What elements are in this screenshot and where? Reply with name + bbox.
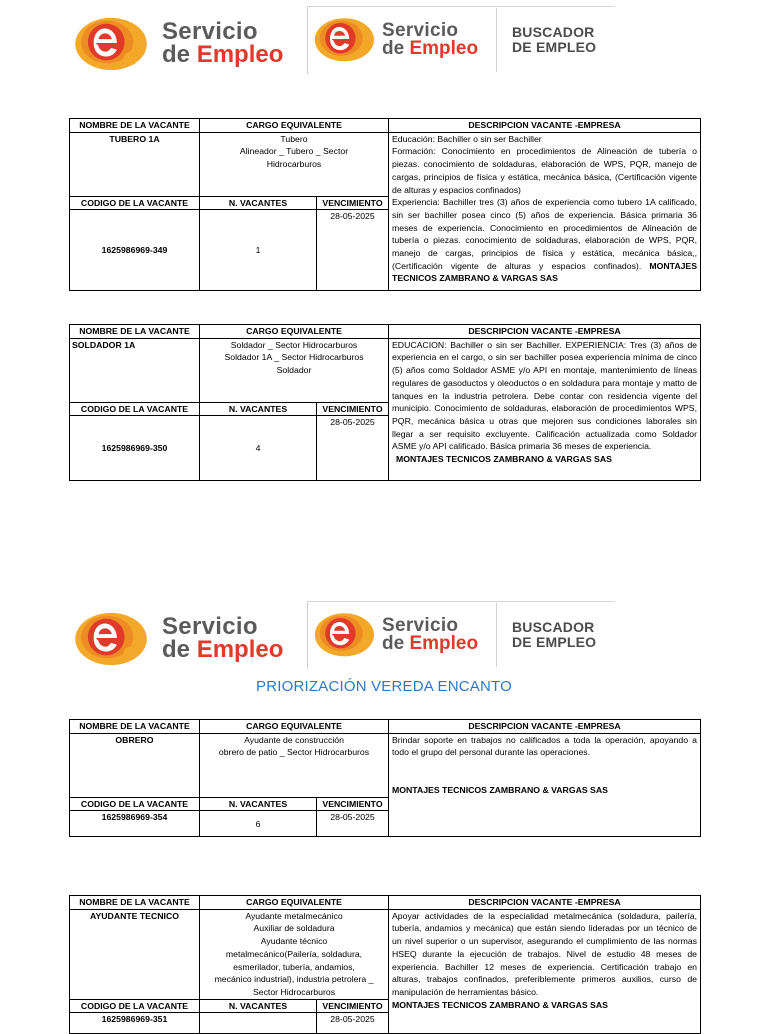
- vacancy-due: 28-05-2025: [317, 811, 389, 837]
- vacancy-code: 1625986969-350: [70, 416, 200, 481]
- header-desc: DESCRIPCION VACANTE -EMPRESA: [389, 325, 701, 339]
- vacancy-count: 4: [200, 416, 317, 481]
- header-divider: [307, 601, 308, 669]
- header-due: VENCIMIENTO: [317, 999, 389, 1013]
- header-rule: [307, 6, 615, 7]
- buscador-line2: DE EMPLEO: [512, 633, 597, 650]
- brand-de: de: [382, 37, 405, 59]
- vacancy-count: [200, 1013, 317, 1034]
- header-desc: DESCRIPCION VACANTE -EMPRESA: [389, 896, 701, 910]
- cargo-line: Hidrocarburos: [266, 159, 322, 170]
- header-desc: DESCRIPCION VACANTE -EMPRESA: [389, 119, 701, 133]
- brand-de: de: [382, 632, 405, 654]
- brand-empleo: Empleo: [409, 37, 479, 59]
- brand-empleo: Empleo: [196, 40, 284, 68]
- cargo-line: metalmecánico(Pailería, soldadura,: [225, 948, 363, 959]
- brand-empleo: Empleo: [409, 632, 479, 654]
- servicio-empleo-logo-small: [314, 12, 478, 66]
- vacancy-description: [389, 909, 701, 1034]
- buscador-line2: DE EMPLEO: [512, 38, 597, 55]
- header-divider: [307, 6, 308, 74]
- page-header: [70, 601, 615, 669]
- servicio-empleo-emblem-icon: [314, 607, 378, 661]
- vacancy-cargo: [200, 132, 389, 196]
- page-header: [70, 6, 615, 74]
- servicio-empleo-logo: [74, 14, 283, 72]
- header-rule: [307, 601, 615, 602]
- vacancy-name: TUBERO 1A: [70, 132, 200, 196]
- cargo-line: Tubero: [280, 133, 308, 144]
- vacancy-table-obrero: [69, 719, 701, 837]
- header-count: N. VACANTES: [200, 797, 317, 811]
- header-cargo: CARGO EQUIVALENTE: [200, 325, 389, 339]
- brand-servicio: Servicio: [162, 612, 258, 640]
- logo-divider: [496, 8, 497, 72]
- header-count: N. VACANTES: [200, 196, 317, 210]
- vacancy-code: 1625986969-354: [70, 811, 200, 837]
- header-due: VENCIMIENTO: [317, 196, 389, 210]
- header-code: CODIGO DE LA VACANTE: [70, 402, 200, 416]
- vacancy-name: OBRERO: [70, 733, 200, 797]
- brand-de-empleo: [162, 635, 284, 663]
- brand-servicio: Servicio: [382, 614, 459, 636]
- header-cargo: CARGO EQUIVALENTE: [200, 720, 389, 734]
- header-due: VENCIMIENTO: [317, 402, 389, 416]
- vacancy-description: [389, 733, 701, 837]
- servicio-empleo-emblem-icon: [314, 12, 378, 66]
- header-count: N. VACANTES: [200, 402, 317, 416]
- vacancy-table-ayudante: [69, 895, 701, 1034]
- vacancy-table-tubero: [69, 118, 701, 291]
- brand-de: de: [162, 40, 191, 68]
- cargo-line: Ayudante metalmecánico: [245, 910, 343, 921]
- company-name: MONTAJES TECNICOS ZAMBRANO & VARGAS SAS: [392, 260, 698, 284]
- vacancy-name: AYUDANTE TECNICO: [70, 909, 200, 999]
- servicio-empleo-emblem-icon: [74, 14, 152, 72]
- company-name: MONTAJES TECNICOS ZAMBRANO & VARGAS SAS: [396, 454, 612, 465]
- header-code: CODIGO DE LA VACANTE: [70, 999, 200, 1013]
- servicio-empleo-emblem-icon: [74, 609, 152, 667]
- description-text: Brindar soporte en trabajos no calificados a toda la operación, apoyando a todo el grupo del personal durante las operaciones.: [392, 734, 698, 758]
- header-code: CODIGO DE LA VACANTE: [70, 797, 200, 811]
- header-due: VENCIMIENTO: [317, 797, 389, 811]
- vacancy-cargo: [200, 733, 389, 797]
- servicio-empleo-logo: [74, 609, 283, 667]
- brand-empleo: Empleo: [196, 635, 284, 663]
- header-count: N. VACANTES: [200, 999, 317, 1013]
- cargo-line: Ayudante técnico: [260, 936, 328, 947]
- servicio-empleo-logo-small: [314, 607, 478, 661]
- buscador-de-empleo-logo: [512, 620, 596, 649]
- vacancy-due: 28-05-2025: [317, 416, 389, 481]
- header-name: NOMBRE DE LA VACANTE: [70, 896, 200, 910]
- cargo-line: esmerilador, tubería, andamios,: [233, 961, 355, 972]
- cargo-line: obrero de patio _ Sector Hidrocarburos: [218, 747, 370, 758]
- vacancy-code: 1625986969-349: [70, 210, 200, 291]
- company-name: MONTAJES TECNICOS ZAMBRANO & VARGAS SAS: [392, 785, 608, 796]
- vacancy-cargo: [200, 909, 389, 999]
- cargo-line: Soldador 1A _ Sector Hidrocarburos: [224, 352, 364, 363]
- header-name: NOMBRE DE LA VACANTE: [70, 119, 200, 133]
- company-name: MONTAJES TECNICOS ZAMBRANO & VARGAS SAS: [392, 999, 608, 1010]
- cargo-line: Soldador _ Sector Hidrocarburos: [230, 339, 358, 350]
- brand-servicio: Servicio: [162, 17, 258, 45]
- header-name: NOMBRE DE LA VACANTE: [70, 720, 200, 734]
- brand-de-empleo: [162, 40, 284, 68]
- cargo-line: Ayudante de construcción: [244, 734, 344, 745]
- vacancy-count: 6: [200, 811, 317, 837]
- page-break: [0, 482, 768, 592]
- vacancy-code: 1625986969-351: [70, 1013, 200, 1034]
- vacancy-description: [389, 338, 701, 481]
- vacancy-count: 1: [200, 210, 317, 291]
- cargo-line: Auxiliar de soldadura: [253, 923, 335, 934]
- vacancy-cargo: [200, 338, 389, 402]
- cargo-line: mecánico industrial), industria petrolera _: [214, 974, 374, 985]
- description-text: Apoyar actividades de la especialidad metalmecánica (soldadura, pailería, tubería, andamios y mecánica) que están siendo lideradas por un técnico de un nivel superior o un supervisor, asegurando el cumplimiento de las normas HSEQ durante la ejecución de trabajos. Nivel de estudio 48 meses de experiencia. Bachiller 12 meses de experiencia. Certificación trabajo en alturas, trabajos confinados, preferiblemente primeros auxilios, curso de manipulación de herramientas básico.: [392, 910, 698, 997]
- header-name: NOMBRE DE LA VACANTE: [70, 325, 200, 339]
- description-text: EDUCACION: Bachiller o sin ser Bachiller. EXPERIENCIA: Tres (3) años de experiencia en el cargo, o sin ser bachiller posea experiencia mínima de cinco (5) años como Soldador ASME y/o API en montaje, mantenimiento de líneas regulares de gasoductos y oleoductos o en soldadura para montaje y matto de tanques en la industria petrolera. Debe contar con residencia vigente del municipio. Conocimiento de soldaduras, elaboración de procedimientos WPS, PQR, mecánica básica u otras que mejoren sus condiciones laborales sin llegar a ser requisito excluyente. Calificación actualizada como Soldador ASME y/o API calificado. Básica primaria 36 meses de experiencia.: [392, 339, 698, 452]
- header-desc: DESCRIPCION VACANTE -EMPRESA: [389, 720, 701, 734]
- section-title: PRIORIZACIÓN VEREDA ENCANTO: [256, 678, 512, 695]
- brand-de: de: [162, 635, 191, 663]
- brand-de-empleo: [382, 634, 478, 653]
- header-code: CODIGO DE LA VACANTE: [70, 196, 200, 210]
- cargo-line: Sector Hidrocarburos: [252, 986, 336, 997]
- logo-divider: [496, 603, 497, 667]
- description-text: Educación: Bachiller o sin ser Bachiller Formación: Conocimiento en procedimientos de Alineación de tubería o piezas. conocimiento de soldaduras, elaboración de WPS, PQR, manejo de cargas, principios de física y estática, mecánica básica, (Certificación vigente de alturas y espacios confinados) Experiencia: Bachiller tres (3) años de experiencia como tubero 1A calificado, sin ser bachiller posea cinco (5) años de experiencia. Básica primaria 36 meses de experiencia. Conocimiento en procedimientos de Alineación de tubería o piezas. conocimiento de soldaduras, elaboración de WPS, PQR, manejo de cargas, principios de física y estática, mecánica básica,,(Certificación vigente de alturas y espacios confinados).: [392, 133, 698, 271]
- cargo-line: Alineador _ Tubero _ Sector: [239, 146, 349, 157]
- buscador-line1: BUSCADOR: [512, 619, 595, 635]
- vacancy-due: 28-05-2025: [317, 1013, 389, 1034]
- buscador-de-empleo-logo: [512, 25, 596, 54]
- buscador-line1: BUSCADOR: [512, 24, 595, 40]
- vacancy-due: 28-05-2025: [317, 210, 389, 291]
- header-cargo: CARGO EQUIVALENTE: [200, 119, 389, 133]
- vacancy-table-soldador: [69, 324, 701, 481]
- vacancy-description: [389, 132, 701, 291]
- vacancy-name: SOLDADOR 1A: [70, 338, 200, 402]
- header-cargo: CARGO EQUIVALENTE: [200, 896, 389, 910]
- brand-servicio: Servicio: [382, 19, 459, 41]
- cargo-line: Soldador: [276, 365, 312, 376]
- brand-de-empleo: [382, 39, 478, 58]
